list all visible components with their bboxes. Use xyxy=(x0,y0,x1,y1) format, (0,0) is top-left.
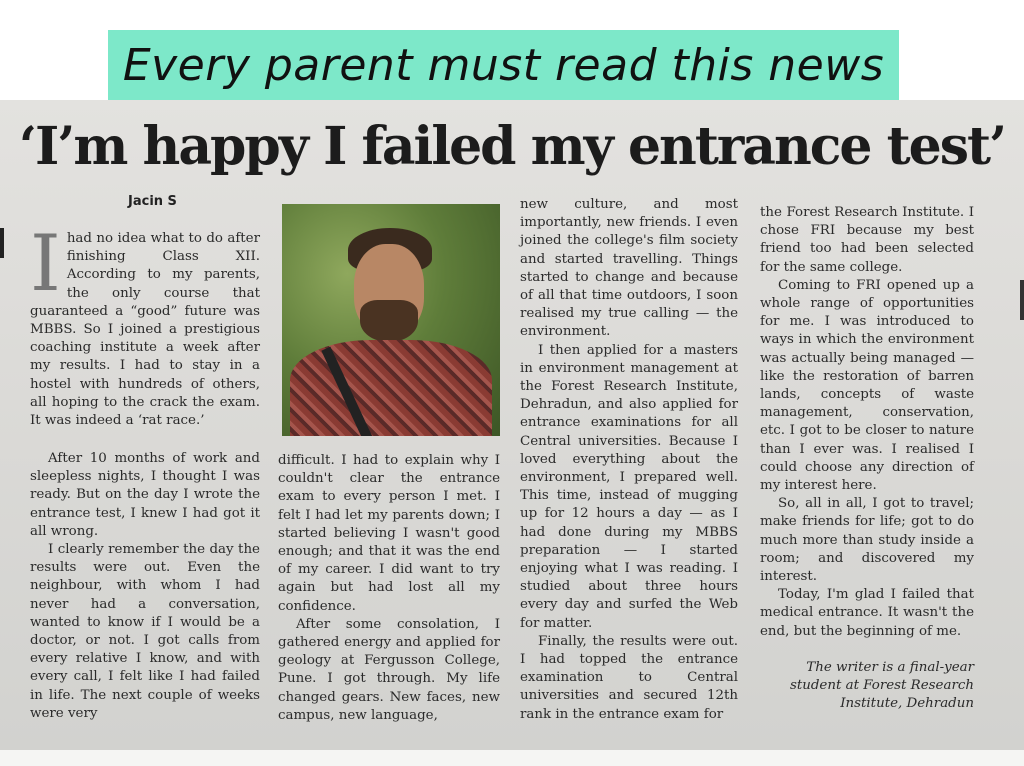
byline: Jacin S xyxy=(128,194,177,209)
column-1-bottom xyxy=(30,450,260,723)
paragraph: Today, I'm glad I failed that medical entrance. It wasn't the end, but the beginning of me. xyxy=(760,587,974,639)
paragraph: After some consolation, I gathered energy and applied for geology at Fergusson College, Pune. I got through. My life changed gears. New faces, new campus, new language, xyxy=(278,616,500,723)
writer-note: The writer is a final-year student at Forest Research Institute, Dehradun xyxy=(789,659,974,712)
edge-mark xyxy=(1020,280,1024,320)
column-1-top xyxy=(30,219,260,430)
photo-shirt xyxy=(290,340,492,436)
paragraph: Coming to FRI opened up a whole range of opportunities for me. I was introduced to ways in which the environment was actually being managed — like the restoration of barren lands, concepts of waste management, conservation, etc. I got to be closer to nature than I ever was. I realised I could choose any direction of my interest here. xyxy=(760,277,974,494)
column-2 xyxy=(278,452,500,725)
column-3 xyxy=(520,196,738,724)
dropcap: I xyxy=(30,219,61,309)
paragraph: the Forest Research Institute. I chose FRI because my best friend too had been selected for the same college. xyxy=(760,205,974,275)
paragraph: had no idea what to do after finishing Class XII. According to my parents, the only course that guaranteed a “good” future was MBBS. So I joined a prestigious coaching institute a week after my results. I had to stay in a hostel with hundreds of others, all hoping to the crack the exam. It was indeed a ‘rat race.’ xyxy=(30,231,260,429)
bottom-strip xyxy=(0,750,1024,766)
headline: ‘I’m happy I failed my entrance test’ xyxy=(18,116,1006,177)
paragraph: Finally, the results were out. I had topped the entrance examination to Central universities and secured 12th rank in the entrance exam for xyxy=(520,633,738,722)
edge-mark xyxy=(0,228,4,258)
paragraph: I then applied for a masters in environment management at the Forest Research Institute, Dehradun, and also applied for entrance examinations for all Central universities. Because I loved everything about the environment, I prepared well. This time, instead of mugging up for 12 hours a day — as I had done during my MBBS preparation — I started enjoying what I was reading. I studied about three hours every day and surfed the Web for matter. xyxy=(520,342,738,631)
column-4 xyxy=(760,204,974,713)
paragraph: new culture, and most importantly, new friends. I even joined the college's film society and started travelling. Things started to change and because of all that time outdoors, I soon realised my true calling — the environment. xyxy=(520,197,738,340)
banner xyxy=(108,30,899,100)
paragraph: difficult. I had to explain why I couldn't clear the entrance exam to every person I met. I felt I had let my parents down; I started believing I wasn't good enough; and that it was the end of my career. I did want to try again but had lost all my confidence. xyxy=(278,453,500,614)
banner-text: Every parent must read this news xyxy=(122,39,885,91)
paragraph: After 10 months of work and sleepless nights, I thought I was ready. But on the day I wrote the entrance test, I knew I had got it all wrong. xyxy=(30,451,260,539)
paragraph: So, all in all, I got to travel; make friends for life; got to do much more than study inside a room; and discovered my interest. xyxy=(760,496,974,585)
author-photo xyxy=(282,204,500,436)
paragraph: I clearly remember the day the results were out. Even the neighbour, with whom I had never had a conversation, wanted to know if I would be a doctor, or not. I got calls from every relative I know, and with every call, I felt like I had failed in life. The next couple of weeks were very xyxy=(30,542,260,721)
photo-beard xyxy=(360,300,418,342)
